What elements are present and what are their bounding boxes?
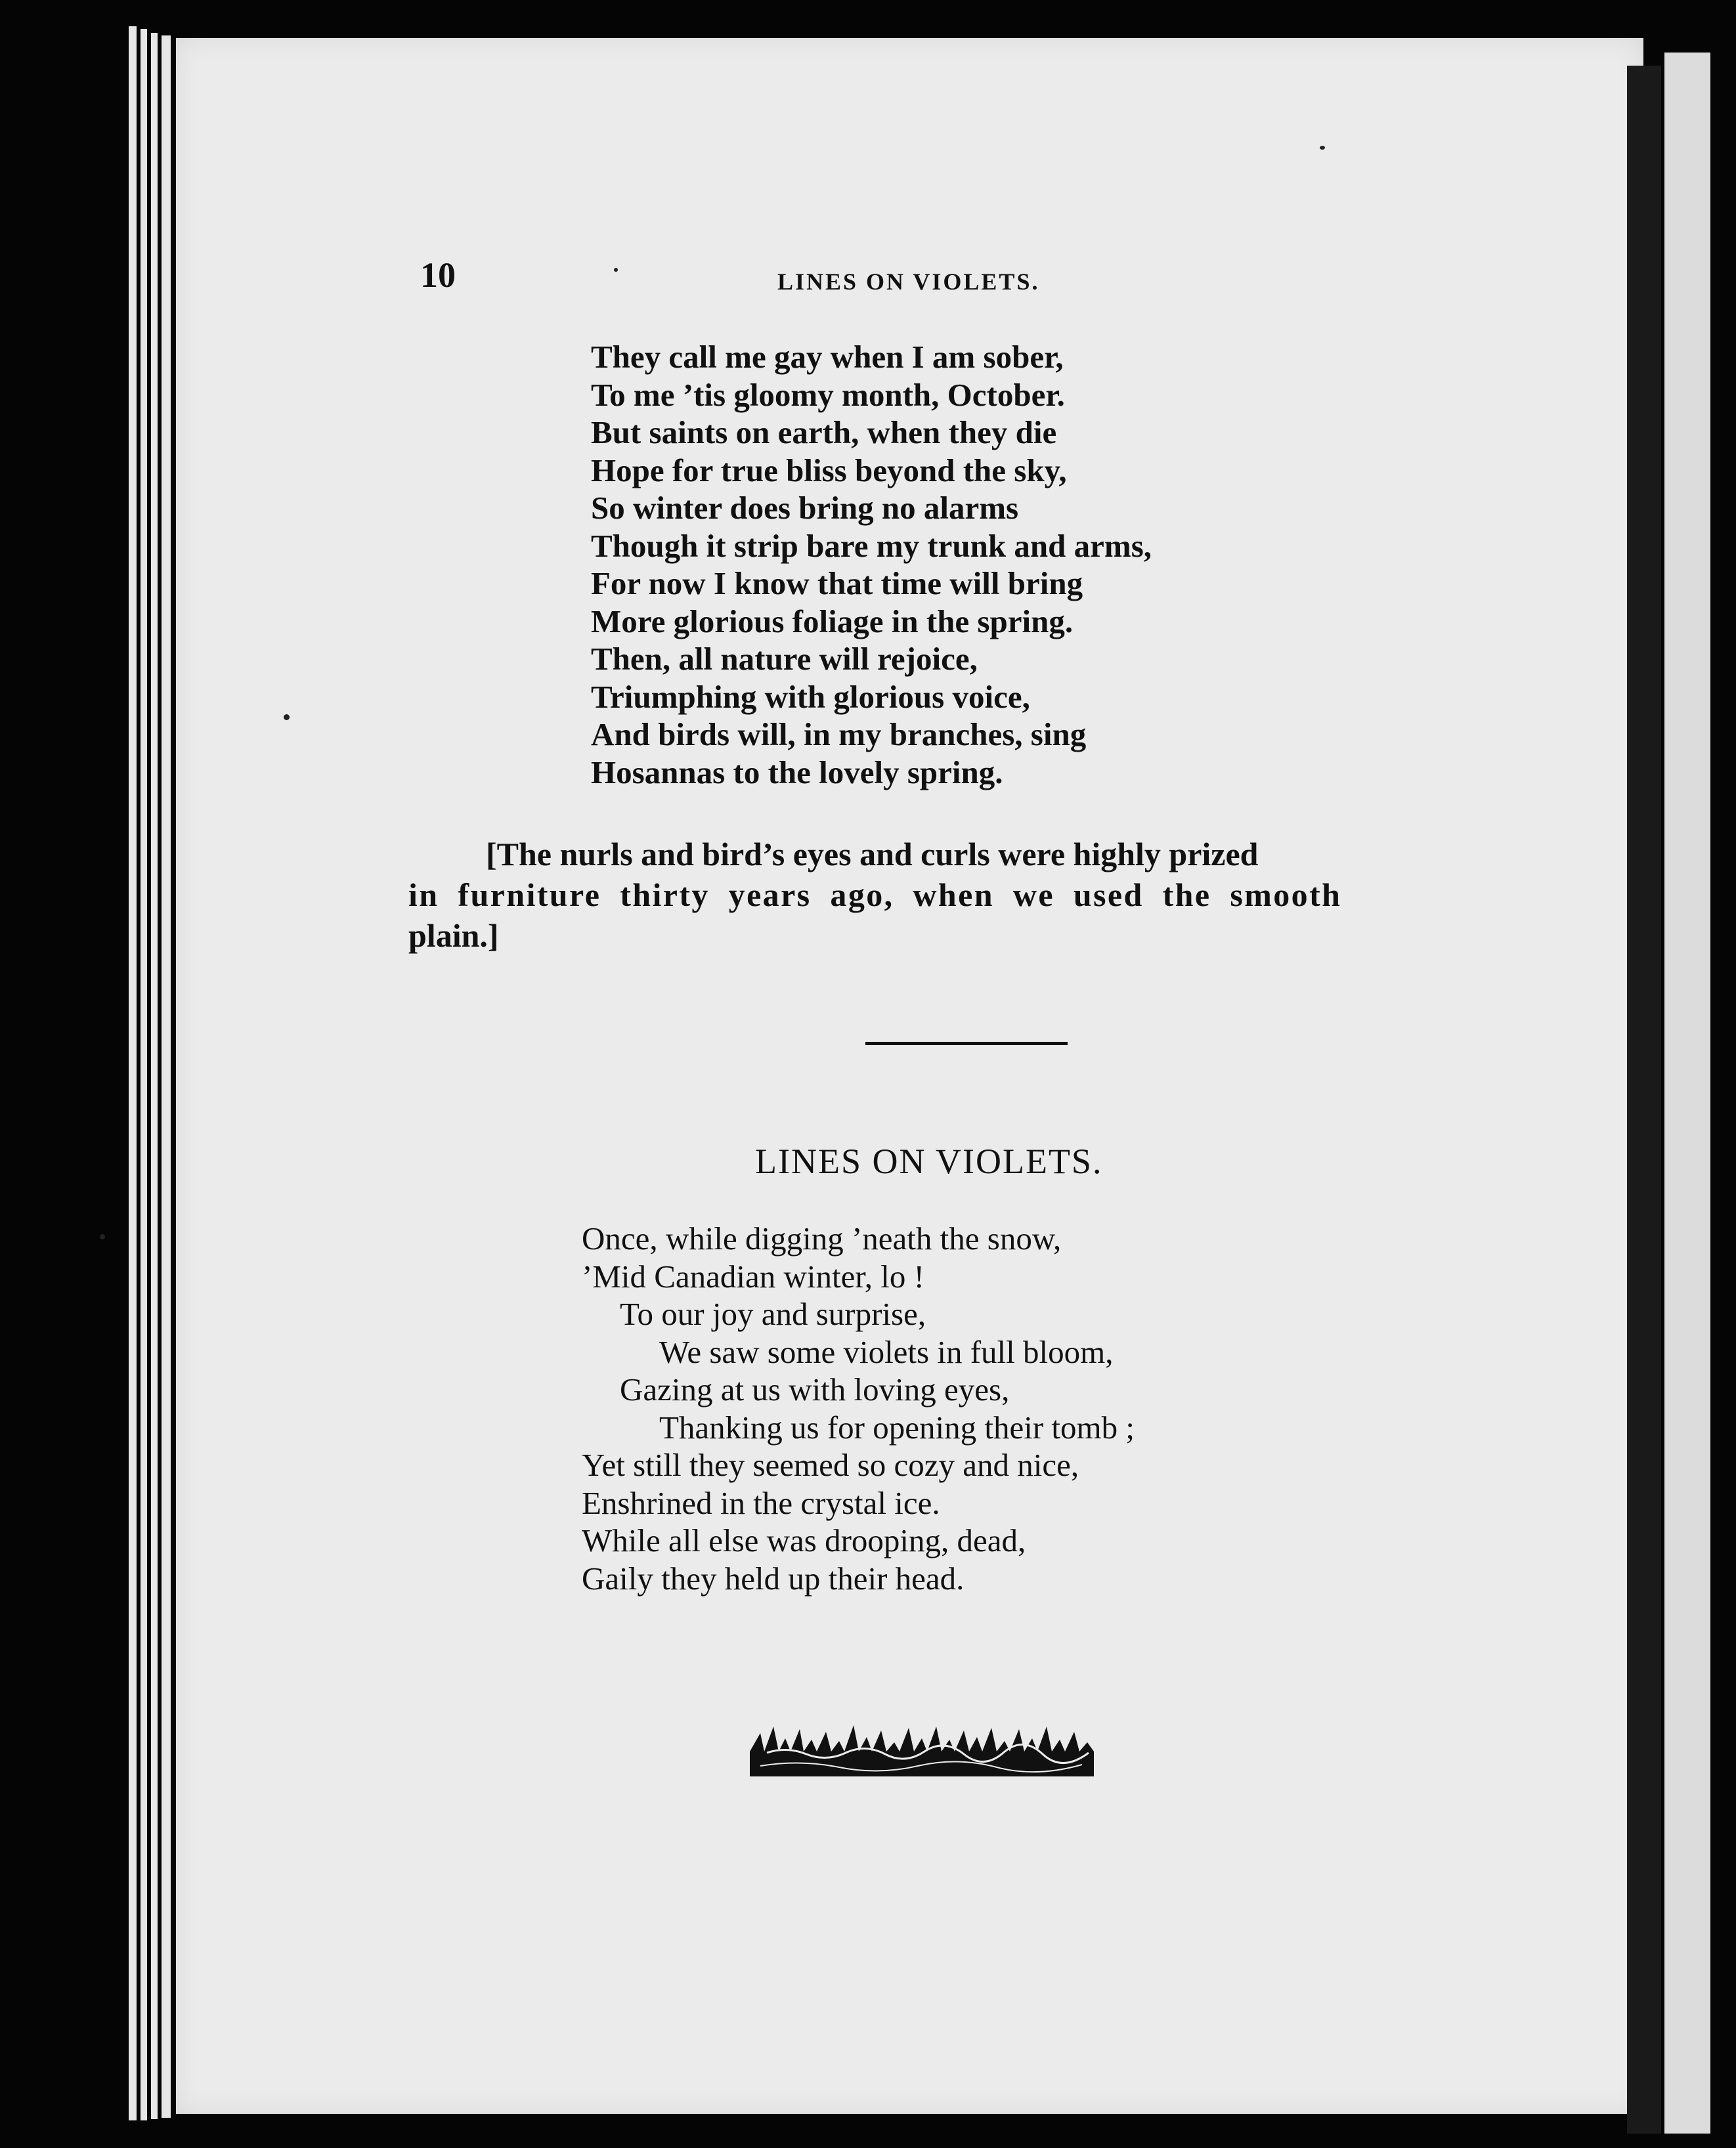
page-number: 10 (420, 255, 456, 295)
page-edge (162, 35, 171, 2118)
poem-line: ’Mid Canadian winter, lo ! (582, 1258, 924, 1295)
section-title: LINES ON VIOLETS. (755, 1142, 1103, 1181)
poem-line: Thanking us for opening their tomb ; (659, 1409, 1135, 1446)
poem-line: And birds will, in my branches, sing (591, 716, 1087, 752)
poem-line: Gaily they held up their head. (582, 1560, 965, 1597)
page-edge (141, 29, 147, 2120)
poem-violets (582, 1220, 1135, 1597)
poem-line: While all else was drooping, dead, (582, 1522, 1026, 1558)
page-edge (129, 26, 137, 2120)
editorial-note (408, 834, 1465, 956)
poem-line: Hosannas to the lovely spring. (591, 754, 1003, 790)
note-line: [The nurls and bird’s eyes and curls were highly prized (486, 836, 1259, 872)
poem-line: But saints on earth, when they die (591, 414, 1057, 450)
note-line: in furniture thirty years ago, when we used the smooth (408, 876, 1342, 913)
poem-line: For now I know that time will bring (591, 565, 1083, 601)
running-head: LINES ON VIOLETS. (777, 268, 1040, 295)
poem-line: To me ’tis gloomy month, October. (591, 376, 1065, 413)
poem-line: Enshrined in the crystal ice. (582, 1484, 940, 1521)
poem-line: Triumphing with glorious voice, (591, 678, 1030, 715)
page-edge (151, 33, 158, 2119)
poem-line: Yet still they seemed so cozy and nice, (582, 1447, 1079, 1483)
poem-line: Hope for true bliss beyond the sky, (591, 452, 1067, 488)
poem-line: To our joy and surprise, (620, 1296, 926, 1332)
grass-ornament-icon (747, 1720, 1096, 1779)
dust-speck (284, 714, 290, 720)
poem-line: They call me gay when I am sober, (591, 339, 1064, 375)
poem-previous-stanza (591, 338, 1152, 791)
poem-line: So winter does bring no alarms (591, 490, 1019, 526)
book-spine (1627, 66, 1661, 2134)
poem-line: More glorious foliage in the spring. (591, 603, 1074, 639)
poem-line: Though it strip bare my trunk and arms, (591, 527, 1152, 564)
poem-line: We saw some violets in full bloom, (659, 1333, 1114, 1370)
dust-speck (100, 1234, 105, 1239)
note-line: plain.] (408, 917, 499, 954)
poem-line: Gazing at us with loving eyes, (620, 1371, 1010, 1407)
poem-line: Once, while digging ’neath the snow, (582, 1220, 1062, 1257)
dust-speck (1320, 146, 1325, 150)
next-page-sliver (1664, 53, 1710, 2134)
dust-speck (614, 268, 618, 272)
poem-line: Then, all nature will rejoice, (591, 641, 978, 677)
section-divider (865, 1042, 1068, 1045)
